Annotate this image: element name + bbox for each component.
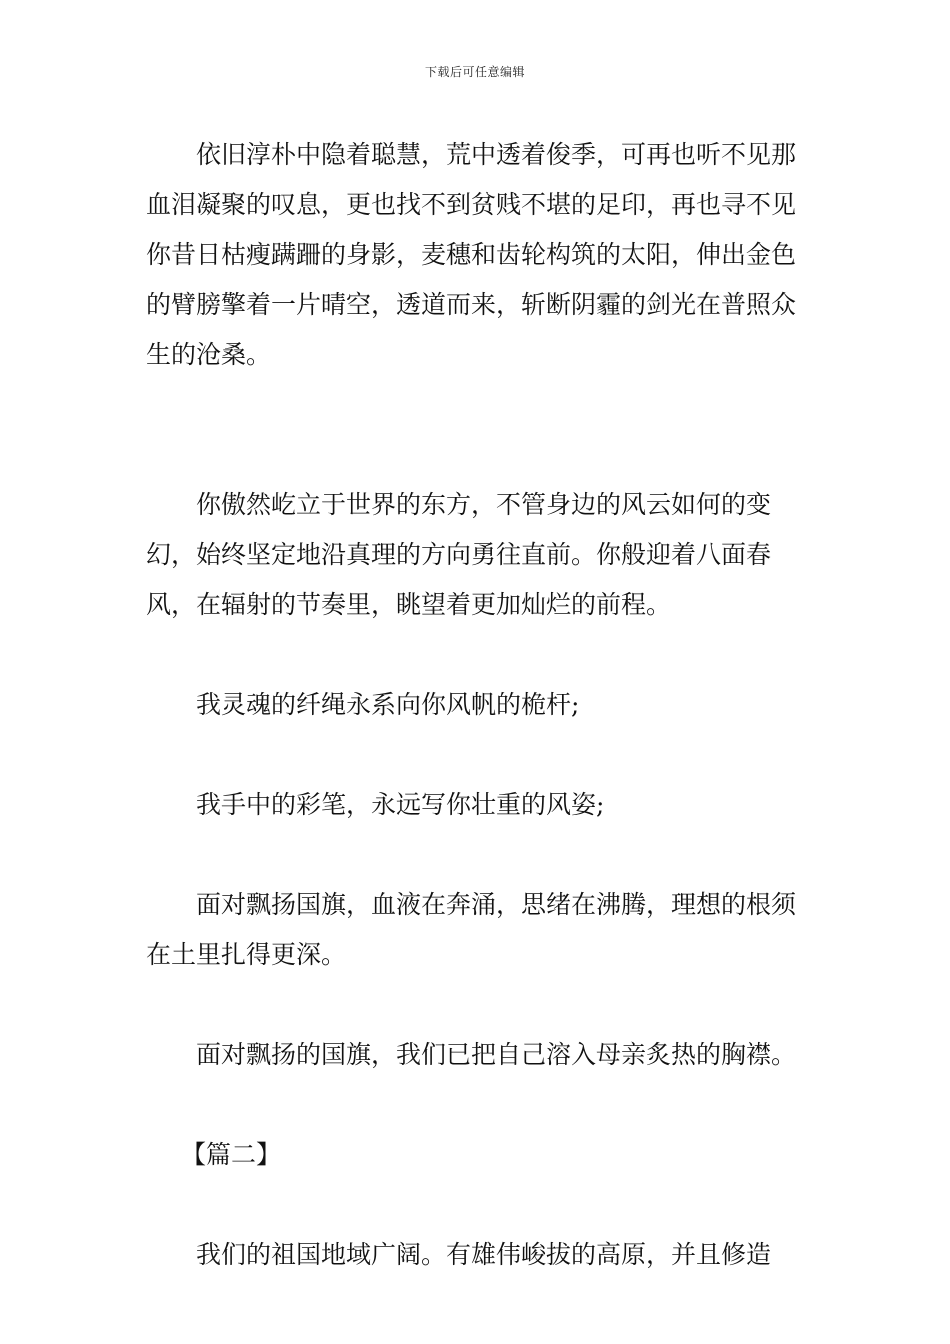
paragraph-gap: [146, 380, 806, 430]
paragraph-7: 我们的祖国地域广阔。有雄伟峻拔的高原，并且修造: [196, 1240, 772, 1269]
document-body: [146, 130, 806, 1280]
paragraph-gap: [146, 1180, 806, 1230]
paragraph-gap: [146, 730, 806, 780]
paragraph-2: 你傲然屹立于世界的东方，不管身边的风云如何的变幻，始终坚定地沿真理的方向勇往直前。你般迎着八面春风，在辐射的节奏里，眺望着更加灿烂的前程。: [146, 490, 772, 619]
paragraph-5: 面对飘扬国旗，血液在奔涌，思绪在沸腾，理想的根须在土里扎得更深。: [146, 890, 797, 969]
page-header: 下载后可任意编辑: [424, 65, 525, 79]
paragraph-gap: [146, 830, 806, 880]
paragraph-6: 面对飘扬的国旗，我们已把自己溶入母亲炙热的胸襟。: [196, 1040, 797, 1069]
paragraph-gap: [146, 430, 806, 480]
paragraph-4: 我手中的彩笔，永远写你壮重的风姿;: [196, 790, 605, 819]
paragraph-1: 依旧淳朴中隐着聪慧，荒中透着俊季，可再也听不见那血泪凝聚的叹息，更也找不到贫贱不堪的足印，再也寻不见你昔日枯瘦蹒跚的身影，麦穗和齿轮构筑的太阳，伸出金色的臂膀擎着一片晴空，透道而来，斩断阴霾的剑光在普照众生的沧桑。: [146, 140, 797, 369]
paragraph-gap: [146, 1080, 806, 1130]
paragraph-gap: [146, 980, 806, 1030]
paragraph-gap: [146, 630, 806, 680]
paragraph-3: 我灵魂的纤绳永系向你风帆的桅杆;: [196, 690, 580, 719]
section-heading: 【篇二】: [181, 1140, 282, 1169]
